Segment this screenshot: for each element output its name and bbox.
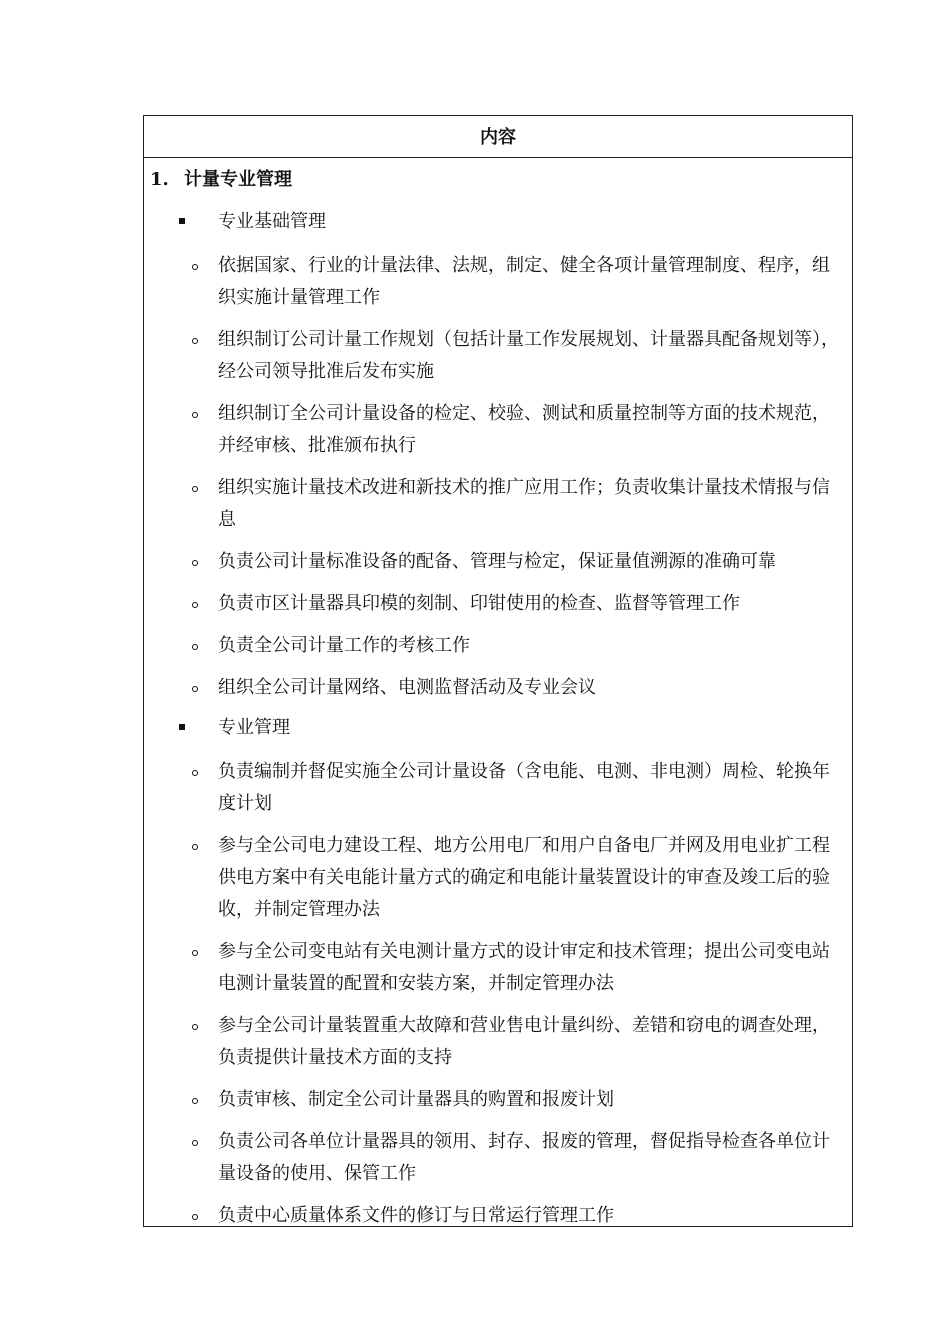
subheading-professional-management [150, 714, 850, 742]
list-item-text: 参与全公司变电站有关电测计量方式的设计审定和技术管理；提出公司变电站电测计量装置的配置和安装方案，并制定管理办法 [218, 941, 830, 994]
list-item [150, 588, 850, 620]
circle-bullet-icon [192, 1024, 198, 1030]
list-item-text: 负责市区计量器具印模的刻制、印钳使用的检查、监督等管理工作 [218, 593, 740, 614]
list-item-text: 参与全公司计量装置重大故障和营业售电计量纠纷、差错和窃电的调查处理，负责提供计量技术方面的支持 [218, 1015, 830, 1068]
subheading-label: 专业管理 [218, 717, 290, 738]
circle-bullet-icon [192, 844, 198, 850]
circle-bullet-icon [192, 1098, 198, 1104]
circle-bullet-icon [192, 644, 198, 650]
circle-bullet-icon [192, 1140, 198, 1146]
circle-bullet-icon [192, 686, 198, 692]
list-item-text: 依据国家、行业的计量法律、法规，制定、健全各项计量管理制度、程序，组织实施计量管理工作 [218, 255, 830, 308]
subheading-basic-management [150, 208, 850, 236]
circle-bullet-icon [192, 950, 198, 956]
list-item [150, 630, 850, 662]
circle-bullet-icon [192, 486, 198, 492]
list-item [150, 472, 850, 536]
list-item [150, 1200, 850, 1232]
circle-bullet-icon [192, 770, 198, 776]
list-item [150, 756, 850, 820]
circle-bullet-icon [192, 1214, 198, 1220]
table-header [143, 115, 853, 158]
circle-bullet-icon [192, 602, 198, 608]
list-item [150, 830, 850, 926]
list-item-text: 负责公司各单位计量器具的领用、封存、报废的管理，督促指导检查各单位计量设备的使用、保管工作 [218, 1131, 830, 1184]
list-item [150, 1126, 850, 1190]
list-item [150, 546, 850, 578]
section-title-text: 计量专业管理 [184, 169, 292, 190]
square-bullet-icon [179, 218, 185, 224]
list-item-text: 负责中心质量体系文件的修订与日常运行管理工作 [218, 1205, 614, 1226]
subheading-label: 专业基础管理 [218, 211, 326, 232]
list-item [150, 936, 850, 1000]
section-title [150, 164, 850, 198]
list-item-text: 负责公司计量标准设备的配备、管理与检定，保证量值溯源的准确可靠 [218, 551, 776, 572]
list-item-text: 参与全公司电力建设工程、地方公用电厂和用户自备电厂并网及用电业扩工程供电方案中有关电能计量方式的确定和电能计量装置设计的审查及竣工后的验收，并制定管理办法 [218, 835, 830, 920]
list-item [150, 672, 850, 704]
circle-bullet-icon [192, 338, 198, 344]
list-item [150, 398, 850, 462]
list-item [150, 1010, 850, 1074]
list-item [150, 250, 850, 314]
list-item-text: 负责编制并督促实施全公司计量设备（含电能、电测、非电测）周检、轮换年度计划 [218, 761, 830, 814]
circle-bullet-icon [192, 412, 198, 418]
table-body [150, 164, 850, 1242]
list-item-text: 负责审核、制定全公司计量器具的购置和报废计划 [218, 1089, 614, 1110]
list-item-text: 组织实施计量技术改进和新技术的推广应用工作；负责收集计量技术情报与信息 [218, 477, 830, 530]
list-item-text: 组织制订公司计量工作规划（包括计量工作发展规划、计量器具配备规划等），经公司领导批准后发布实施 [218, 329, 839, 382]
circle-bullet-icon [192, 264, 198, 270]
list-item [150, 324, 850, 388]
list-item-text: 组织全公司计量网络、电测监督活动及专业会议 [218, 677, 596, 698]
list-item-text: 组织制订全公司计量设备的检定、校验、测试和质量控制等方面的技术规范，并经审核、批准颁布执行 [218, 403, 830, 456]
circle-bullet-icon [192, 560, 198, 566]
section-number: 1. [150, 169, 169, 190]
list-item [150, 1084, 850, 1116]
table-header-label: 内容 [480, 127, 516, 148]
list-item-text: 负责全公司计量工作的考核工作 [218, 635, 470, 656]
square-bullet-icon [179, 724, 185, 730]
